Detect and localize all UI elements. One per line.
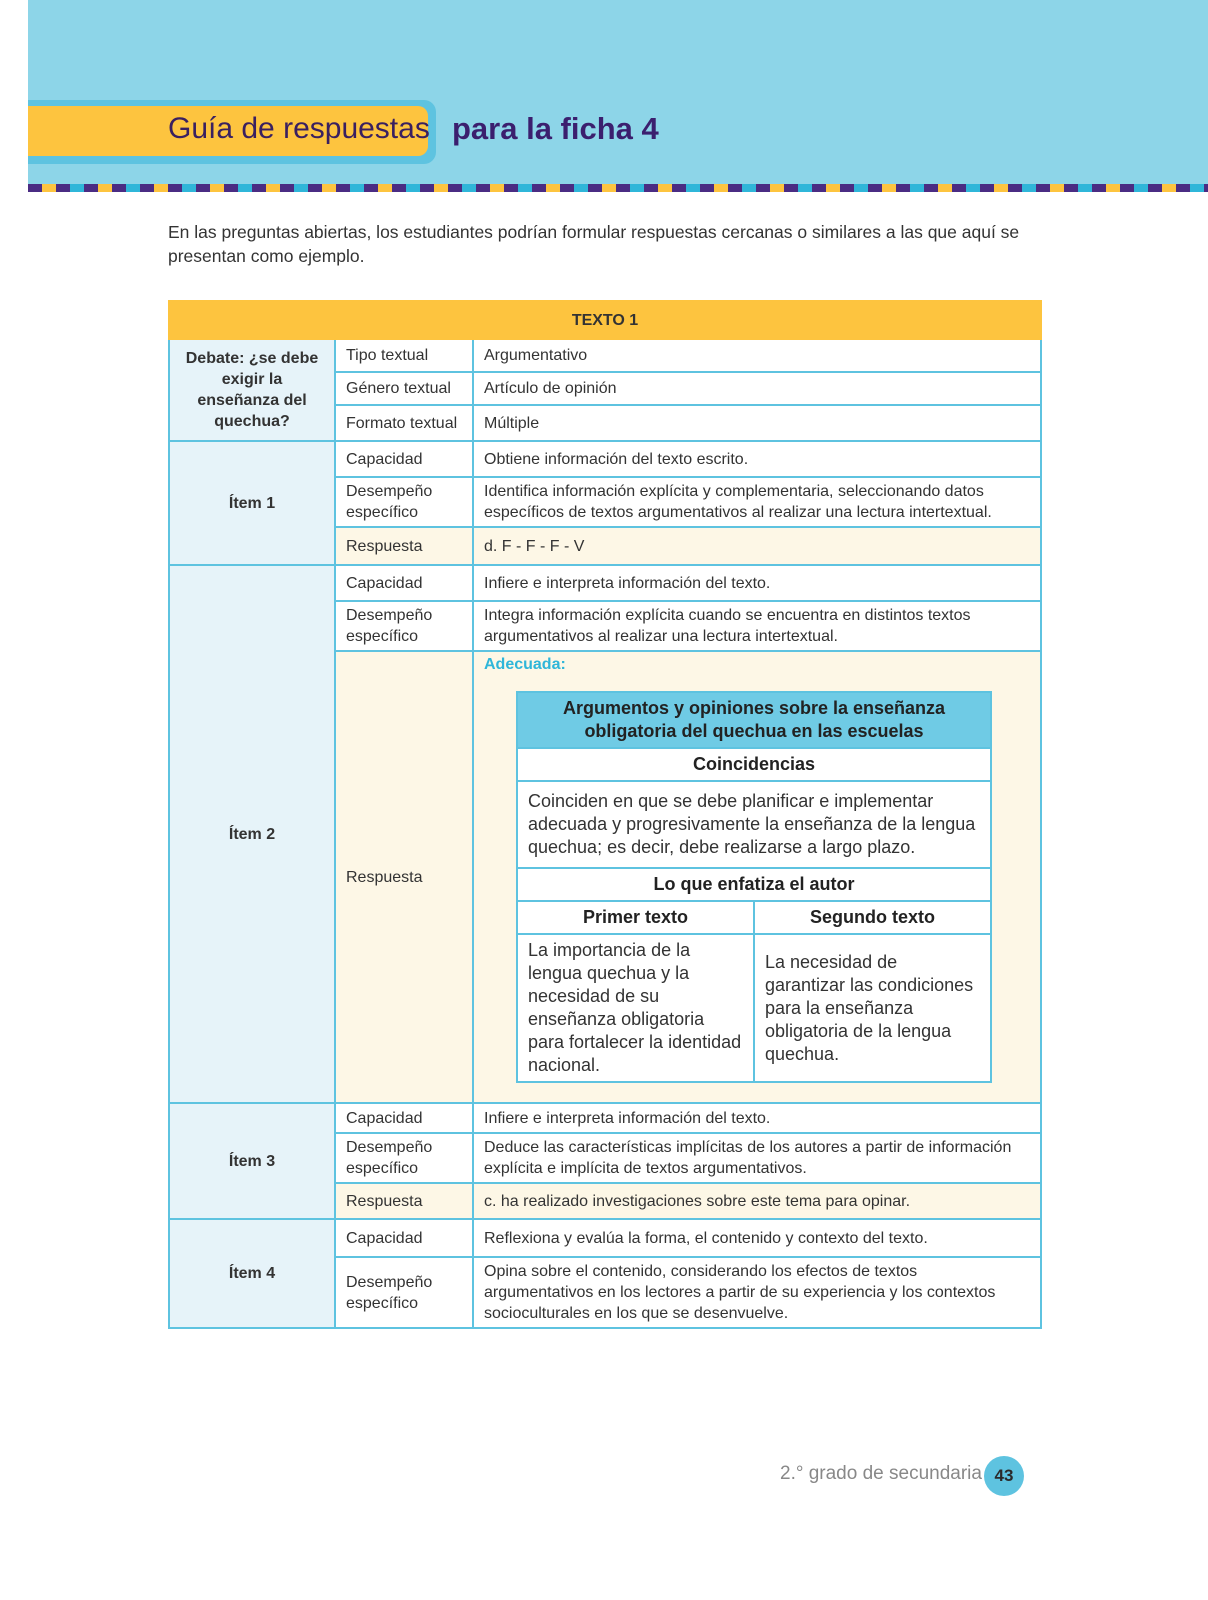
primer-texto-label: Primer texto — [517, 901, 754, 934]
row-key: Formato textual — [335, 405, 473, 441]
intro-paragraph: En las preguntas abiertas, los estudiantes podrían formular respuestas cercanas o similares a las que aquí se presentan como ejemplo. — [168, 222, 1020, 266]
item-2-label: Ítem 2 — [169, 565, 335, 1103]
row-key: Capacidad — [335, 1219, 473, 1257]
segundo-texto: La necesidad de garantizar las condiciones para la enseñanza obligatoria de la lengua quechua. — [754, 934, 991, 1082]
row-value: Integra información explícita cuando se encuentra en distintos textos argumentativos al realizar una lectura intertextual. — [473, 601, 1041, 651]
row-key: Desempeño específico — [335, 601, 473, 651]
row-key: Capacidad — [335, 1103, 473, 1133]
comparison-title: Argumentos y opiniones sobre la enseñanza obligatoria del quechua en las escuelas — [517, 692, 991, 748]
table-row — [169, 1103, 1041, 1133]
answers-table — [168, 300, 1042, 1329]
row-key: Capacidad — [335, 441, 473, 477]
table-row — [169, 339, 1041, 372]
row-key: Tipo textual — [335, 339, 473, 372]
row-key: Desempeño específico — [335, 1257, 473, 1328]
table-row — [169, 441, 1041, 477]
row-value: Múltiple — [473, 405, 1041, 441]
row-value: Opina sobre el contenido, considerando los efectos de textos argumentativos en los lectores a partir de su experiencia y los contextos socioculturales en los que se desenvuelve. — [473, 1257, 1041, 1328]
row-key: Desempeño específico — [335, 477, 473, 527]
page-number: 43 — [984, 1456, 1024, 1496]
item-3-label: Ítem 3 — [169, 1103, 335, 1219]
comparison-table — [516, 691, 992, 1083]
item-1-label: Ítem 1 — [169, 441, 335, 565]
row-key: Respuesta — [335, 651, 473, 1103]
table-header-row — [169, 301, 1041, 339]
adecuada-label: Adecuada: — [484, 656, 566, 673]
row-value: Obtiene información del texto escrito. — [473, 441, 1041, 477]
row-value: Deduce las características implícitas de los autores a partir de información explícita e implícita de textos argumentativos. — [473, 1133, 1041, 1183]
debate-label: Debate: ¿se debe exigir la enseñanza del quechua? — [169, 339, 335, 441]
table-header: TEXTO 1 — [169, 301, 1041, 339]
row-key: Respuesta — [335, 527, 473, 565]
row-value: c. ha realizado investigaciones sobre este tema para opinar. — [473, 1183, 1041, 1219]
row-value: Infiere e interpreta información del texto. — [473, 565, 1041, 601]
table-row — [169, 1219, 1041, 1257]
row-value: Identifica información explícita y complementaria, seleccionando datos específicos de textos argumentativos al realizar una lectura intertextual. — [473, 477, 1041, 527]
page-title: Guía de respuestas — [168, 112, 430, 145]
answer-cell — [473, 651, 1041, 1103]
row-value: d. F - F - F - V — [473, 527, 1041, 565]
footer-grade: 2.° grado de secundaria — [780, 1463, 982, 1484]
coincidencias-text: Coinciden en que se debe planificar e implementar adecuada y progresivamente la enseñanza de la lengua quechua; es decir, debe realizarse a largo plazo. — [517, 781, 991, 868]
item-4-label: Ítem 4 — [169, 1219, 335, 1328]
row-key: Respuesta — [335, 1183, 473, 1219]
row-value: Argumentativo — [473, 339, 1041, 372]
page-subtitle: para la ficha 4 — [452, 111, 659, 146]
row-key: Género textual — [335, 372, 473, 405]
row-value: Artículo de opinión — [473, 372, 1041, 405]
row-value: Infiere e interpreta información del texto. — [473, 1103, 1041, 1133]
row-key: Capacidad — [335, 565, 473, 601]
row-value: Reflexiona y evalúa la forma, el contenido y contexto del texto. — [473, 1219, 1041, 1257]
decorative-divider — [28, 184, 1208, 192]
row-key: Desempeño específico — [335, 1133, 473, 1183]
segundo-texto-label: Segundo texto — [754, 901, 991, 934]
title-tab — [28, 100, 436, 164]
table-row — [169, 565, 1041, 601]
primer-texto: La importancia de la lengua quechua y la necesidad de su enseñanza obligatoria para fortalecer la identidad nacional. — [517, 934, 754, 1082]
title-tab-fill — [28, 106, 428, 156]
enfatiza-label: Lo que enfatiza el autor — [517, 868, 991, 901]
coincidencias-label: Coincidencias — [517, 748, 991, 781]
